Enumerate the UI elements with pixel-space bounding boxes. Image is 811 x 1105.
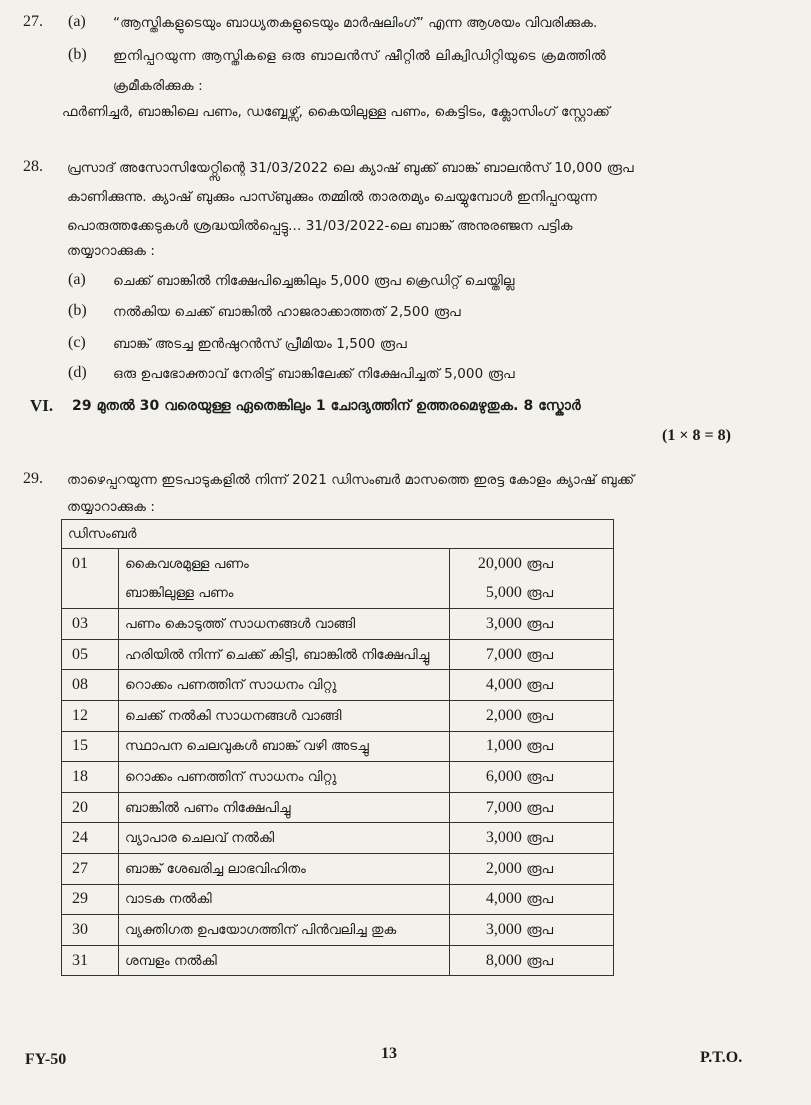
- question-29-line2: തയ്യാറാക്കുക :: [67, 499, 156, 515]
- row-currency: രൂപ: [526, 799, 553, 816]
- question-27b-text-line2: ക്രമീകരിക്കുക :: [113, 78, 203, 94]
- row-description: വ്യാപാര ചെലവ് നൽകി: [119, 823, 450, 854]
- row-currency: രൂപ: [526, 677, 553, 694]
- question-28-line3: പൊരുത്തക്കേടുകൾ ശ്രദ്ധയിൽപ്പെട്ടു... 31/03/2022-ലെ ബാങ്ക് അനുരഞ്ജന പട്ടിക: [67, 218, 573, 234]
- row-description: പണം കൊടുത്ത് സാധനങ്ങൾ വാങ്ങി: [119, 609, 450, 640]
- table-header-row: [62, 520, 614, 549]
- row-currency: രൂപ: [526, 646, 553, 663]
- row-currency: രൂപ: [526, 891, 553, 908]
- paper-code: FY-50: [25, 1051, 67, 1068]
- row-date: 01: [62, 549, 119, 579]
- section-6-score: (1 × 8 = 8): [662, 427, 731, 444]
- table-row: [62, 792, 614, 823]
- row-amount-cell: [450, 823, 614, 854]
- question-28b-text: നൽകിയ ചെക്ക് ബാങ്കിൽ ഹാജരാക്കാത്തത് 2,500 രൂപ: [113, 304, 461, 320]
- row-date: 08: [62, 670, 119, 701]
- row-date: 30: [62, 915, 119, 946]
- question-27a-label: (a): [68, 13, 86, 30]
- row-amount: 7,000: [485, 798, 522, 816]
- row-currency: രൂപ: [526, 921, 553, 938]
- question-28b-label: (b): [68, 302, 87, 319]
- table-row: [62, 884, 614, 915]
- table-row: [62, 609, 614, 640]
- question-28-number: 28.: [23, 158, 43, 175]
- table-row: [62, 823, 614, 854]
- row-currency: രൂപ: [526, 738, 553, 755]
- row-currency: രൂപ: [526, 585, 553, 602]
- table-row: [62, 639, 614, 670]
- row-date: 18: [62, 762, 119, 793]
- row-description: വാടക നൽകി: [119, 884, 450, 915]
- row-description: റൊക്കം പണത്തിന് സാധനം വിറ്റു: [119, 762, 450, 793]
- row-currency: രൂപ: [526, 860, 553, 877]
- row-date: 12: [62, 700, 119, 731]
- question-29-line1: താഴെപ്പറയുന്ന ഇടപാടുകളിൽ നിന്ന് 2021 ഡിസംബർ മാസത്തെ ഇരട്ട കോളം ക്യാഷ് ബുക്ക്: [67, 472, 635, 488]
- row-amount-cell: [450, 792, 614, 823]
- row-date: 20: [62, 792, 119, 823]
- row-amount: 6,000: [485, 767, 522, 785]
- question-28-line4: തയ്യാറാക്കുക :: [67, 243, 156, 259]
- question-28-line2: കാണിക്കുന്നു. ക്യാഷ് ബുക്കും പാസ്ബുക്കും തമ്മിൽ താരതമ്യം ചെയ്യുമ്പോൾ ഇനിപ്പറയുന്ന: [67, 189, 597, 205]
- row-description: വ്യക്തിഗത ഉപയോഗത്തിന് പിൻവലിച്ച തുക: [119, 915, 450, 946]
- row-description: ശമ്പളം നൽകി: [119, 945, 450, 976]
- please-turn-over: P.T.O.: [700, 1049, 743, 1066]
- row-amount-cell: [450, 853, 614, 884]
- row-date: 29: [62, 884, 119, 915]
- row-amount-cell: [450, 609, 614, 640]
- question-27a-text: “ആസ്തികളുടെയും ബാധ്യതകളുടെയും മാർഷലിംഗ്” എന്ന ആശയം വിവരിക്കുക.: [113, 15, 598, 31]
- row-amount: 3,000: [485, 614, 522, 632]
- row-amount-cell: [450, 579, 614, 609]
- row-amount-cell: [450, 945, 614, 976]
- row-amount: 3,000: [485, 829, 522, 847]
- row-amount-cell: [450, 731, 614, 762]
- row-amount: 2,000: [485, 706, 522, 724]
- row-amount: 5,000: [485, 584, 522, 602]
- row-amount-cell: [450, 884, 614, 915]
- row-amount-cell: [450, 762, 614, 793]
- table-row: [62, 700, 614, 731]
- question-28d-label: (d): [68, 364, 87, 381]
- row-description: ഹരിയിൽ നിന്ന് ചെക്ക് കിട്ടി, ബാങ്കിൽ നിക്ഷേപിച്ചു: [119, 639, 450, 670]
- table-row: [62, 945, 614, 976]
- row-description: ബാങ്കിൽ പണം നിക്ഷേപിച്ചു: [119, 792, 450, 823]
- row-amount: 1,000: [485, 737, 522, 755]
- row-amount-cell: [450, 549, 614, 579]
- table-row: [62, 915, 614, 946]
- transactions-table: [61, 519, 614, 976]
- row-description: കൈവശമുള്ള പണം: [119, 549, 450, 579]
- row-currency: രൂപ: [526, 768, 553, 785]
- question-28-line1: പ്രസാദ് അസോസിയേറ്റ്സിന്റെ 31/03/2022 ലെ ക്യാഷ് ബുക്ക് ബാങ്ക് ബാലൻസ് 10,000 രൂപ: [67, 160, 634, 176]
- row-amount-cell: [450, 639, 614, 670]
- row-date: 15: [62, 731, 119, 762]
- table-row: [62, 670, 614, 701]
- table-row: [62, 579, 614, 609]
- page-number: 13: [381, 1045, 397, 1062]
- question-28c-text: ബാങ്ക് അടച്ച ഇൻഷുറൻസ് പ്രീമിയം 1,500 രൂപ: [113, 336, 407, 352]
- row-description: ബാങ്ക് ശേഖരിച്ച ലാഭവിഹിതം: [119, 853, 450, 884]
- row-amount: 7,000: [485, 645, 522, 663]
- row-date: 03: [62, 609, 119, 640]
- row-amount: 8,000: [485, 951, 522, 969]
- question-27b-items: ഫർണിച്ചർ, ബാങ്കിലെ പണം, ഡബ്ബേഴ്സ്, കൈയിലുള്ള പണം, കെട്ടിടം, ക്ലോസിംഗ് സ്റ്റോക്ക്: [62, 104, 610, 120]
- section-6-heading: 29 മുതൽ 30 വരെയുള്ള ഏതെങ്കിലും 1 ചോദ്യത്തിന് ഉത്തരമെഴുതുക. 8 സ്കോർ: [72, 398, 581, 414]
- row-description: റൊക്കം പണത്തിന് സാധനം വിറ്റു: [119, 670, 450, 701]
- row-date: [62, 579, 119, 609]
- row-amount: 4,000: [485, 890, 522, 908]
- table-row: [62, 731, 614, 762]
- row-date: 31: [62, 945, 119, 976]
- row-date: 05: [62, 639, 119, 670]
- row-currency: രൂപ: [526, 707, 553, 724]
- question-28a-label: (a): [68, 271, 86, 288]
- table-row: [62, 853, 614, 884]
- row-date: 27: [62, 853, 119, 884]
- row-currency: രൂപ: [526, 615, 553, 632]
- row-description: സ്ഥാപന ചെലവുകൾ ബാങ്ക് വഴി അടച്ചു: [119, 731, 450, 762]
- row-description: ചെക്ക് നൽകി സാധനങ്ങൾ വാങ്ങി: [119, 700, 450, 731]
- row-amount-cell: [450, 700, 614, 731]
- row-amount: 4,000: [485, 676, 522, 694]
- question-27-number: 27.: [23, 13, 43, 30]
- row-description: ബാങ്കിലുള്ള പണം: [119, 579, 450, 609]
- row-amount-cell: [450, 670, 614, 701]
- question-28a-text: ചെക്ക് ബാങ്കിൽ നിക്ഷേപിച്ചെങ്കിലും 5,000 രൂപ ക്രെഡിറ്റ് ചെയ്തില്ല: [113, 273, 515, 289]
- question-28d-text: ഒരു ഉപഭോക്താവ് നേരിട്ട് ബാങ്കിലേക്ക് നിക്ഷേപിച്ചത് 5,000 രൂപ: [113, 366, 515, 382]
- row-currency: രൂപ: [526, 952, 553, 969]
- question-28c-label: (c): [68, 334, 86, 351]
- question-29-number: 29.: [23, 470, 43, 487]
- row-amount: 3,000: [485, 920, 522, 938]
- row-currency: രൂപ: [526, 830, 553, 847]
- row-currency: രൂപ: [526, 555, 553, 572]
- row-amount-cell: [450, 915, 614, 946]
- question-27b-text-line1: ഇനിപ്പറയുന്ന ആസ്തികളെ ഒരു ബാലൻസ് ഷീറ്റിൽ ലിക്വിഡിറ്റിയുടെ ക്രമത്തിൽ: [113, 48, 607, 64]
- table-row: [62, 762, 614, 793]
- row-amount: 20,000: [477, 554, 522, 572]
- section-6-numeral: VI.: [30, 396, 54, 415]
- table-header-month: ഡിസംബർ: [62, 520, 614, 549]
- table-row: [62, 549, 614, 579]
- row-date: 24: [62, 823, 119, 854]
- question-27b-label: (b): [68, 46, 87, 63]
- row-amount: 2,000: [485, 859, 522, 877]
